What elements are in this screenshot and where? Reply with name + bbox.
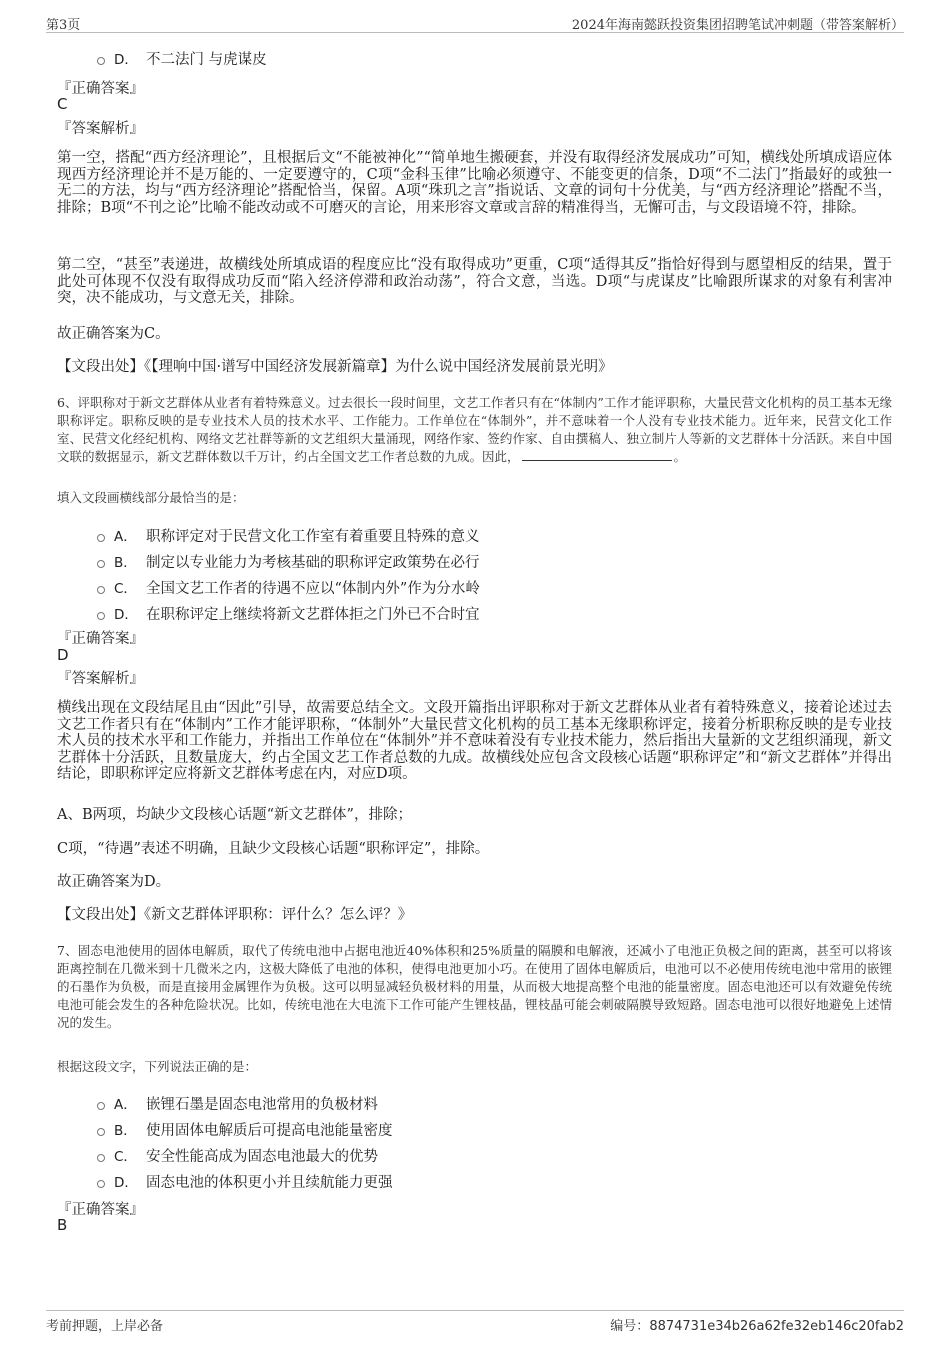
radio-icon[interactable] [97,560,105,568]
q7-prompt: 根据这段文字，下列说法正确的是： [57,1059,258,1074]
q7-option-c[interactable]: C． 安全性能高成为固态电池最大的优势 [97,1145,378,1166]
radio-icon[interactable] [97,1180,105,1188]
document-title: 2024年海南懿跃投资集团招聘笔试冲刺题（带答案解析） [571,18,904,33]
q5-answer: C [57,95,68,113]
q6-answer-label: 『正确答案』 [57,631,144,647]
radio-icon[interactable] [97,1102,105,1110]
q7-option-a[interactable]: A． 嵌锂石墨是固态电池常用的负极材料 [97,1093,378,1114]
radio-icon[interactable] [97,57,105,65]
page-footer [46,1310,904,1335]
radio-icon[interactable] [97,534,105,542]
q6-option-c[interactable]: C． 全国文艺工作者的待遇不应以“体制内外”作为分水岭 [97,577,480,598]
q6-option-b[interactable]: B． 制定以专业能力为考核基础的职称评定政策势在必行 [97,551,480,572]
q7-option-b[interactable]: B． 使用固体电解质后可提高电池能量密度 [97,1119,393,1140]
q5-answer-label: 『正确答案』 [57,81,144,97]
q6-stem: 6、评职称对于新文艺群体从业者有着特殊意义。过去很长一段时间里，文艺工作者只有在“体制内”工作才能评职称，大量民营文化机构的员工基本无缘职称评定。职称反映的是专业技术人员的技术水平、工作能力。工作单位在“体制外”，并不意味着一个人没有专业技术能力。近年来，民营文化工作室、民营文化经纪机构、网络文艺社群等新的文艺组织大量涌现，网络作家、签约作家、自由撰稿人、独立制片人等新的文艺群体十分活跃。来自中国文联的数据显示，新文艺群体数以千万计，约占全国文艺工作者总数的九成。因此， 。 [57,395,892,464]
q7-option-d[interactable]: D． 固态电池的体积更小并且续航能力更强 [97,1171,393,1192]
q6-analysis-p2: A、B两项，均缺少文段核心话题“新文艺群体”，排除； [57,807,412,823]
q5-analysis-p2: 第二空，“甚至”表递进，故横线处所填成语的程度应比“没有取得成功”更重，C项“适得其反”指恰好得到与愿望相反的结果，置于此处可体现不仅没有取得成功反而“陷入经济停滞和政治动荡”，符合文意，当选。D项“与虎谋皮”比喻跟所谋求的对象有利害冲突，决不能成功，与文意无关，排除。 [57,257,892,306]
radio-icon[interactable] [97,1154,105,1162]
q7-stem: 7、固态电池使用的固体电解质，取代了传统电池中占据电池近40%体积和25%质量的隔膜和电解液，还减小了电池正负极之间的距离，甚至可以将该距离控制在几微米到十几微米之内，这极大降低了电池的体积，使得电池更加小巧。在使用了固体电解质后，电池可以不必使用传统电池中常用的嵌锂的石墨作为负极，而是直接用金属锂作为负极。这可以明显减轻负极材料的用量，从而极大地提高整个电池的能量密度。固态电池还可以有效避免传统电池可能会发生的各种危险状况。比如，传统电池在大电流下工作可能产生锂枝晶，锂枝晶可能会刺破隔膜导致短路。固态电池可以很好地避免上述情况的发生。 [57,943,892,1030]
footer-slogan: 考前押题，上岸必备 [46,1319,164,1334]
q6-analysis-label: 『答案解析』 [57,671,144,687]
q5-conclusion: 故正确答案为C。 [57,326,170,342]
q6-option-a[interactable]: A． 职称评定对于民营文化工作室有着重要且特殊的意义 [97,525,480,546]
q6-analysis-p3: C项，“待遇”表述不明确，且缺少文段核心话题“职称评定”，排除。 [57,841,490,857]
radio-icon[interactable] [97,586,105,594]
q6-option-d[interactable]: D． 在职称评定上继续将新文艺群体拒之门外已不合时宜 [97,603,480,624]
q5-analysis-p1: 第一空，搭配“西方经济理论”，且根据后文“不能被神化”“简单地生搬硬套，并没有取得经济发展成功”可知，横线处所填成语应体现西方经济理论并不是万能的、一定要遵守的，C项“金科玉律”比喻必须遵守、不能变更的信条，D项“不二法门”指最好的或独一无二的方法，均与“西方经济理论”搭配恰当，保留。A项“珠玑之言”指说话、文章的词句十分优美，与“西方经济理论”搭配不当，排除；B项“不刊之论”比喻不能改动或不可磨灭的言论，用来形容文章或言辞的精准得当，无懈可击，与文段语境不符，排除。 [57,150,892,216]
q5-analysis-label: 『答案解析』 [57,121,144,137]
document-code: 编号：8874731e34b26a62fe32eb146c20fab2 [610,1319,904,1334]
page-number: 第3页 [46,18,81,33]
q6-analysis-p1: 横线出现在文段结尾且由“因此”引导，故需要总结全文。文段开篇指出评职称对于新文艺群体从业者有着特殊意义，接着论述过去文艺工作者只有在“体制内”工作才能评职称，“体制外”大量民营文化机构的员工基本无缘职称评定，接着分析职称反映的是专业技术人员的技术水平和工作能力，并指出工作单位在“体制外”并不意味着没有专业技术能力，然后指出大量新的文艺组织涌现，新文艺群体十分活跃，且数量庞大，约占全国文艺工作者总数的九成。故横线处应包含文段核心话题“职称评定”和“新文艺群体”并得出结论，即职称评定应将新文艺群体考虑在内，对应D项。 [57,700,892,782]
q5-source: 【文段出处】《【理响中国·谱写中国经济发展新篇章】为什么说中国经济发展前景光明》 [57,359,613,375]
radio-icon[interactable] [97,612,105,620]
radio-icon[interactable] [97,1128,105,1136]
q6-prompt: 填入文段画横线部分最恰当的是： [57,490,245,505]
q7-answer-label: 『正确答案』 [57,1202,144,1218]
q6-source: 【文段出处】《新文艺群体评职称：评什么？怎么评？》 [57,907,413,923]
q6-answer: D [57,646,69,664]
q6-conclusion: 故正确答案为D。 [57,874,171,890]
answer-blank [522,450,672,461]
q7-answer: B [57,1216,68,1234]
q5-option-d[interactable]: D． 不二法门 与虎谋皮 [97,48,267,69]
page-header [46,10,904,33]
